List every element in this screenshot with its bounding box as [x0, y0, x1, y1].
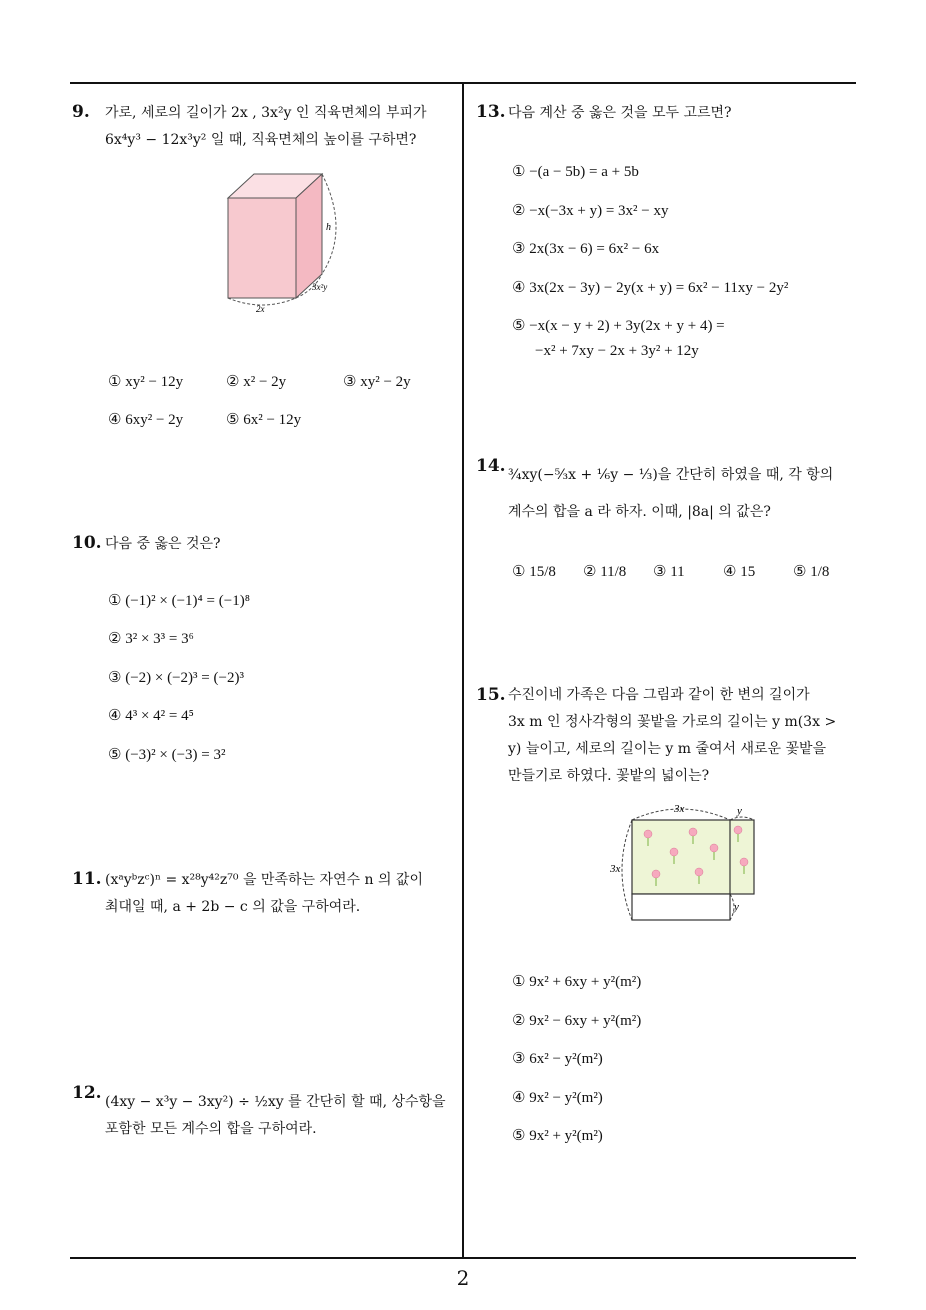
question-14-line-1: ¾xy(−⁵⁄₃x + ⅙y − ⅓)을 간단히 하였을 때, 각 항의: [508, 467, 834, 483]
q9-option-5[interactable]: ⑤ 6x² − 12y: [226, 412, 302, 428]
q14-option-1[interactable]: ① 15/8: [512, 564, 556, 580]
question-number-9: 9.: [72, 102, 90, 122]
column-divider: [462, 83, 464, 1259]
label-depth: 3x²y: [312, 282, 328, 292]
q15-option-1[interactable]: ① 9x² + 6xy + y²(m²): [512, 974, 642, 990]
q15-option-3[interactable]: ③ 6x² − y²(m²): [512, 1051, 603, 1067]
question-12-text: [105, 1089, 446, 1143]
label-top-3x: 3x: [674, 803, 685, 815]
question-10-text: [105, 531, 221, 558]
label-right-y: y: [734, 901, 739, 913]
question-number-14: 14.: [476, 456, 506, 476]
question-12-line-1: (4xy − x³y − 3xy²) ÷ ½xy 를 간단히 할 때, 상수항을: [105, 1094, 446, 1110]
question-15-line-4: 만들기로 하였다. 꽃밭의 넓이는?: [508, 768, 710, 784]
q9-option-3[interactable]: ③ xy² − 2y: [343, 374, 411, 390]
question-15-line-1: 수진이네 가족은 다음 그림과 같이 한 변의 길이가: [508, 687, 810, 703]
question-9-line-2: 6x⁴y³ − 12x³y² 일 때, 직육면체의 높이를 구하면?: [105, 132, 417, 148]
question-14-line-2: 계수의 합을 a 라 하자. 이때, |8a| 의 값은?: [508, 504, 771, 520]
question-11-text: [105, 867, 423, 921]
cuboid-front-face: [228, 198, 296, 298]
question-13-text: [508, 100, 732, 127]
label-h: h: [326, 222, 331, 233]
question-11-line-2: 최대일 때, a + 2b − c 의 값을 구하여라.: [105, 899, 361, 915]
left-3x-arc: [622, 820, 632, 920]
question-14-text: [508, 462, 833, 526]
removed-strip: [632, 894, 730, 920]
question-15-text: [508, 682, 836, 790]
q14-option-5[interactable]: ⑤ 1/8: [793, 564, 830, 580]
q10-option-3[interactable]: ③ (−2) × (−2)³ = (−2)³: [108, 670, 244, 686]
question-number-11: 11.: [72, 869, 102, 889]
q10-option-4[interactable]: ④ 4³ × 4² = 4⁵: [108, 708, 194, 724]
label-left-3x: 3x: [610, 863, 621, 875]
bottom-rule: [70, 1257, 856, 1259]
question-9-line-1: 가로, 세로의 길이가 2x , 3x²y 인 직육면체의 부피가: [105, 105, 427, 121]
q13-option-1[interactable]: ① −(a − 5b) = a + 5b: [512, 164, 639, 180]
question-15-line-3: y) 늘이고, 세로의 길이는 y m 줄여서 새로운 꽃밭을: [508, 741, 827, 757]
q14-option-2[interactable]: ② 11/8: [583, 564, 627, 580]
q15-option-4[interactable]: ④ 9x² − y²(m²): [512, 1090, 603, 1106]
q14-option-4[interactable]: ④ 15: [723, 564, 756, 580]
q14-option-3[interactable]: ③ 11: [653, 564, 685, 580]
q15-option-5[interactable]: ⑤ 9x² + y²(m²): [512, 1128, 603, 1144]
question-13-line-1: 다음 계산 중 옳은 것을 모두 고르면?: [508, 105, 732, 121]
q9-option-4[interactable]: ④ 6xy² − 2y: [108, 412, 184, 428]
question-9-text: [105, 100, 427, 154]
q13-option-2[interactable]: ② −x(−3x + y) = 3x² − xy: [512, 203, 669, 219]
question-number-10: 10.: [72, 533, 102, 553]
label-width: 2x: [256, 304, 265, 314]
q13-option-3[interactable]: ③ 2x(3x − 6) = 6x² − 6x: [512, 241, 660, 257]
q10-option-5[interactable]: ⑤ (−3)² × (−3) = 3²: [108, 747, 226, 763]
question-number-13: 13.: [476, 102, 506, 122]
q9-option-2[interactable]: ② x² − 2y: [226, 374, 287, 390]
flower-garden-figure: [608, 800, 768, 925]
question-12-line-2: 포함한 모든 계수의 합을 구하여라.: [105, 1121, 317, 1137]
question-11-line-1: (xᵃyᵇzᶜ)ⁿ = x²⁸y⁴²z⁷⁰ 을 만족하는 자연수 n 의 값이: [105, 872, 423, 888]
q10-option-1[interactable]: ① (−1)² × (−1)⁴ = (−1)⁸: [108, 593, 250, 609]
q9-option-1[interactable]: ① xy² − 12y: [108, 374, 184, 390]
label-top-y: y: [737, 805, 742, 817]
question-number-15: 15.: [476, 685, 506, 705]
question-15-line-2: 3x m 인 정사각형의 꽃밭을 가로의 길이는 y m(3x >: [508, 714, 837, 730]
cuboid-figure: [210, 160, 360, 320]
question-10-line-1: 다음 중 옳은 것은?: [105, 536, 221, 552]
page-number: 2: [456, 1266, 470, 1290]
q13-option-5-continued: −x² + 7xy − 2x + 3y² + 12y: [535, 343, 699, 359]
question-number-12: 12.: [72, 1083, 102, 1103]
q13-option-4[interactable]: ④ 3x(2x − 3y) − 2y(x + y) = 6x² − 11xy − 2y²: [512, 280, 789, 296]
q15-option-2[interactable]: ② 9x² − 6xy + y²(m²): [512, 1013, 642, 1029]
q10-option-2[interactable]: ② 3² × 3³ = 3⁶: [108, 631, 194, 647]
q13-option-5[interactable]: ⑤ −x(x − y + 2) + 3y(2x + y + 4) =: [512, 318, 725, 334]
